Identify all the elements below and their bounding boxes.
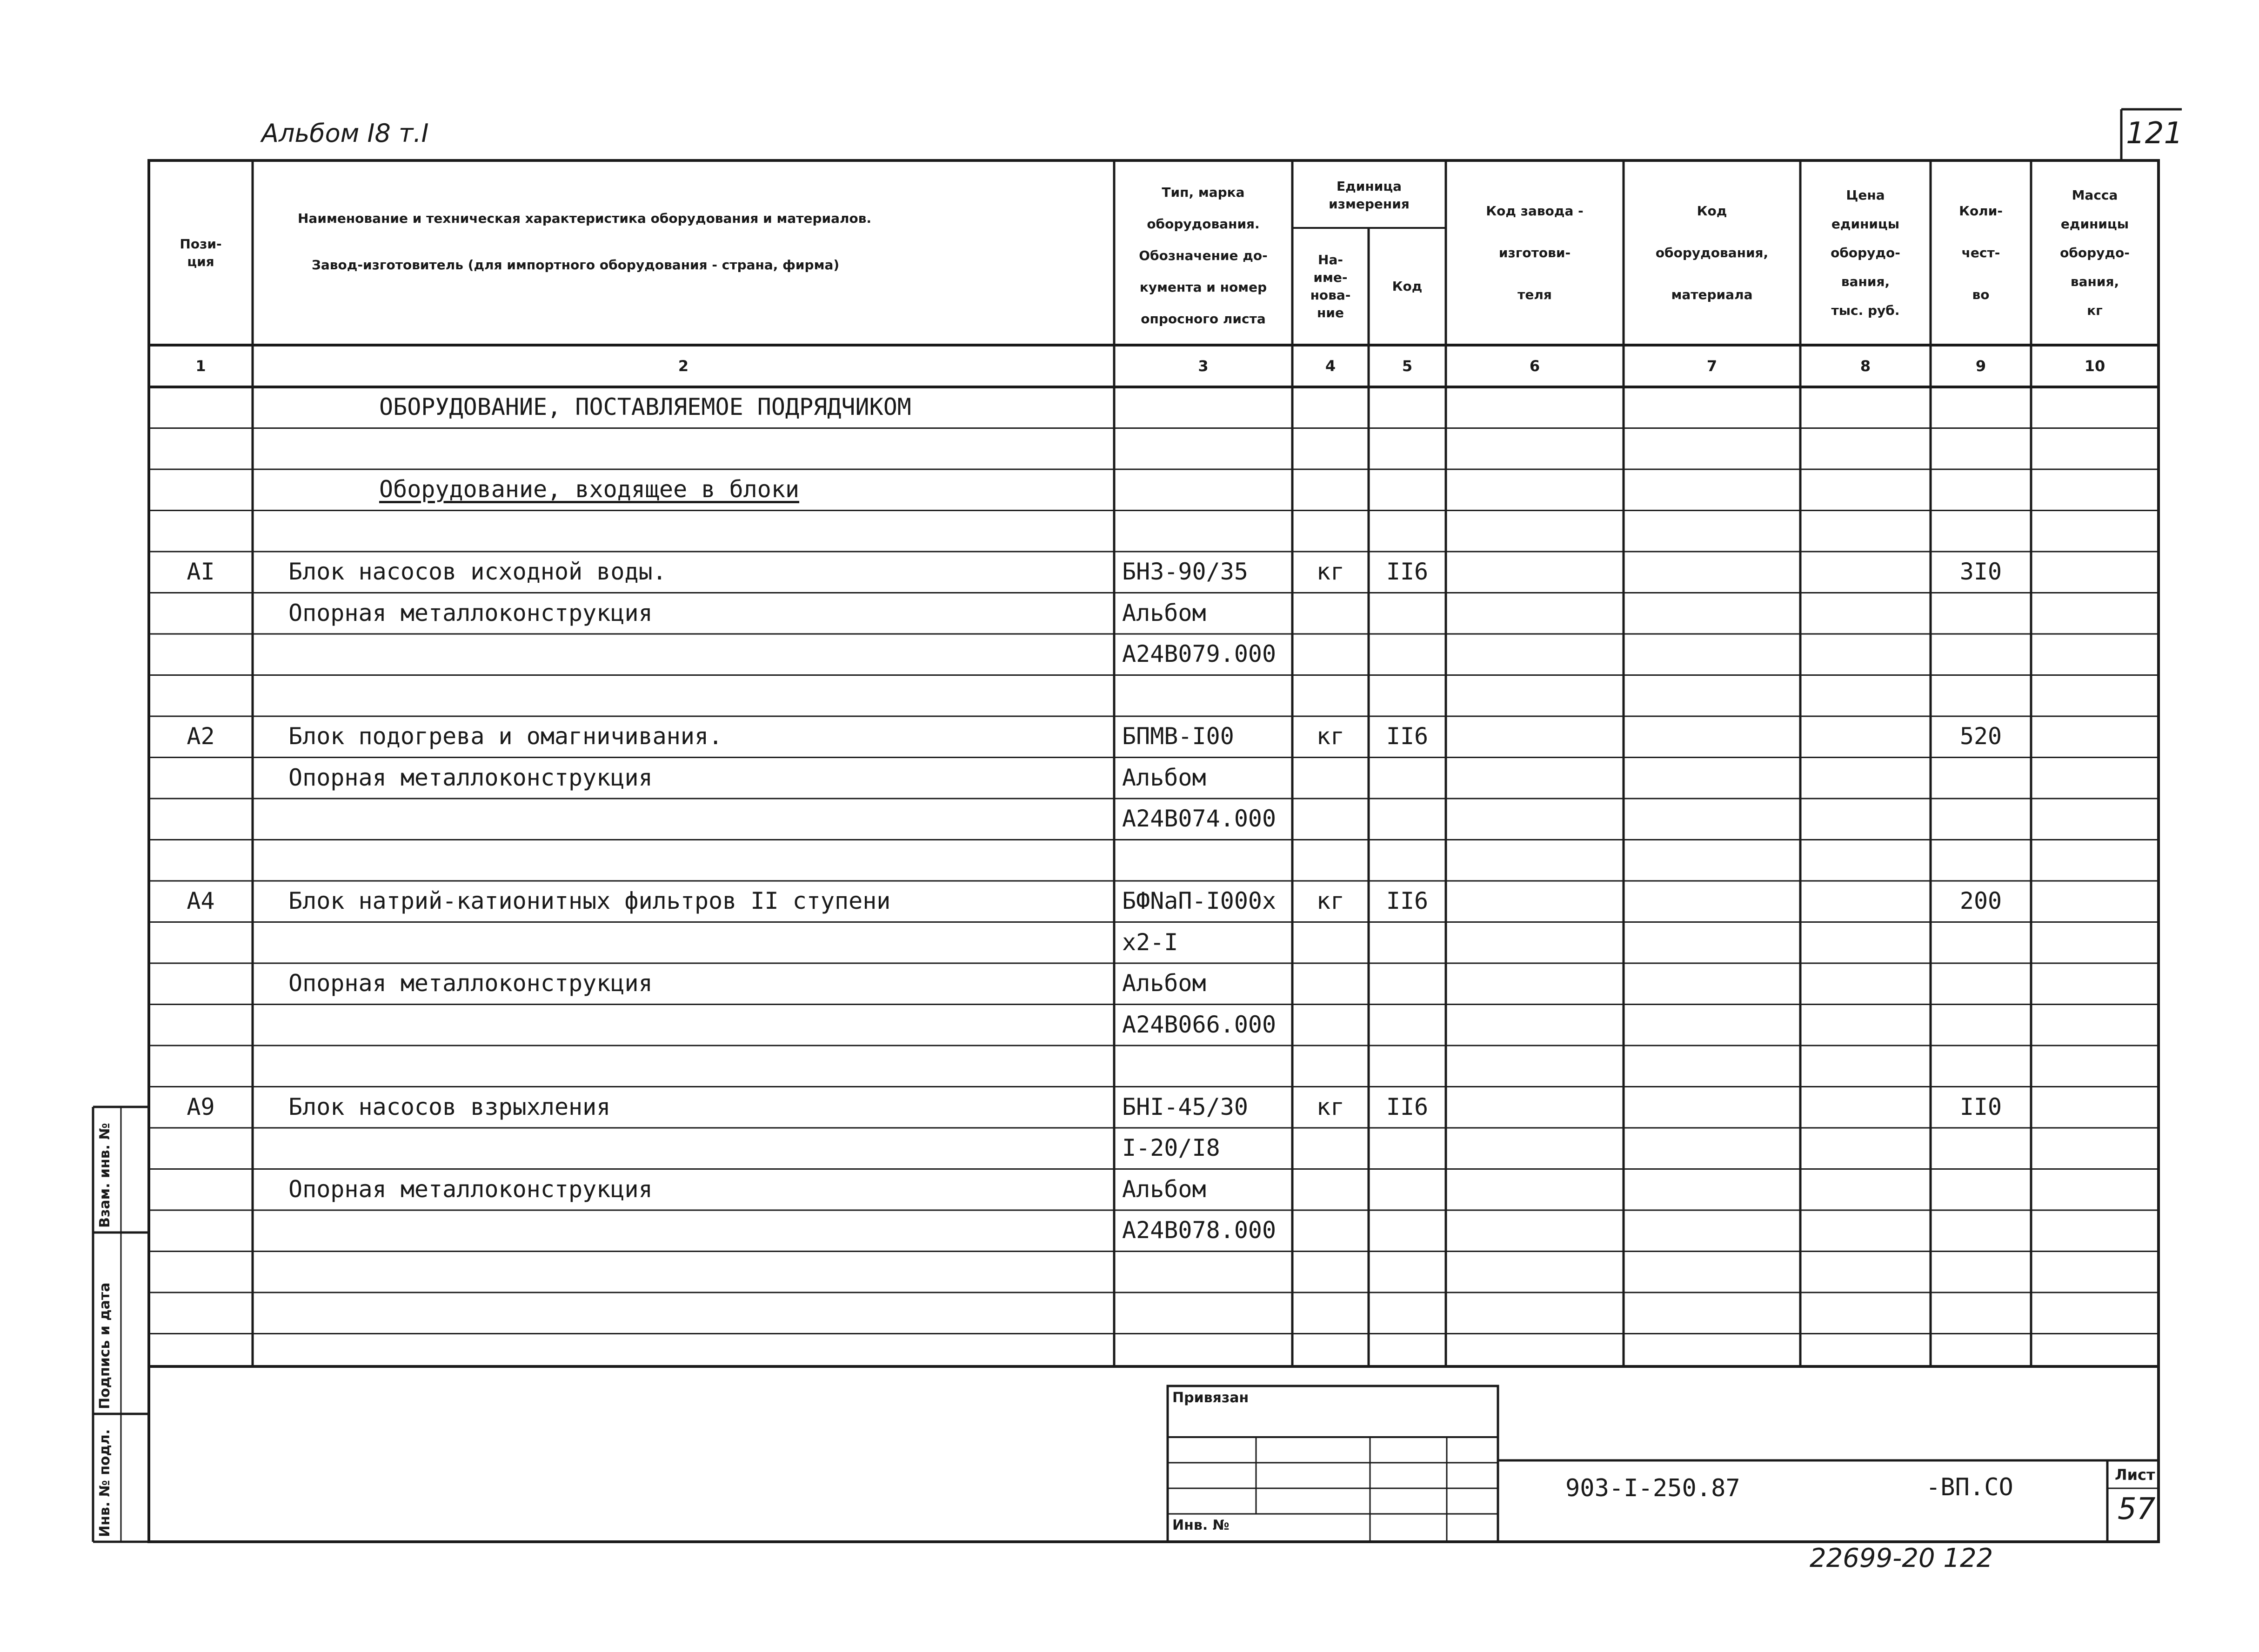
cell-name [288,1333,1107,1375]
sheet-number: 57 [2118,1492,2156,1526]
cell-unit [1292,1168,1369,1210]
cell-position: А4 [187,887,215,914]
cell-unit-code [1369,1333,1446,1375]
cell-quantity [1931,1168,2031,1210]
cell-unit-code [1369,1168,1446,1210]
cell-quantity [1931,839,2031,881]
cell-unit [1292,1004,1369,1046]
header-factory-code: Код завода - изготови- теля [1486,203,1584,302]
cell-type: I-20/I8 [1122,1134,1220,1161]
cell-quantity: 520 [1959,723,2002,750]
header-equipment-code: Код оборудования, материала [1655,203,1769,302]
cell-unit [1292,592,1369,634]
cell-position [149,674,253,716]
cell-unit-code [1369,1251,1446,1292]
cell-quantity [1931,386,2031,428]
cell-unit [1292,468,1369,510]
cell-unit-code [1369,1127,1446,1169]
cell-unit [1292,510,1369,552]
cell-quantity [1931,921,2031,963]
cell-name [379,427,1198,469]
cell-unit [1292,633,1369,675]
cell-type: БНI-45/30 [1122,1093,1248,1120]
column-number-7: 7 [1706,357,1718,375]
cell-unit-code [1369,1292,1446,1333]
cell-unit-code [1369,921,1446,963]
cell-unit-code [1369,386,1446,428]
cell-quantity [1931,1209,2031,1251]
cell-name: Блок подогрева и омагничивания. [288,723,723,750]
cell-name [288,1292,1107,1333]
album-label: Альбом I8 т.I [261,119,429,148]
cell-unit: кг [1316,723,1345,750]
cell-name: Блок насосов взрыхления [288,1093,611,1120]
cell-unit-code [1369,962,1446,1004]
stamp-inv-no: Инв. № [1172,1517,1230,1533]
cell-name: Опорная металлоконструкция [288,1175,653,1203]
cell-position [149,962,253,1004]
cell-unit: кг [1316,887,1345,914]
cell-position: А2 [187,723,215,750]
cell-position [149,1045,253,1086]
cell-quantity [1931,1333,2031,1375]
cell-name: Блок натрий-катионитных фильтров II ступени [288,887,891,914]
cell-position [149,1333,253,1375]
header-name-line2: Завод-изготовитель (для импортного оборудования - страна, фирма) [312,257,840,273]
cell-type: Альбом [1122,970,1206,997]
archive-number: 22699-20 122 [1810,1543,1993,1573]
cell-name [288,921,1107,963]
cell-position [149,1168,253,1210]
cell-quantity [1931,633,2031,675]
cell-position: А9 [187,1093,215,1120]
cell-position [149,386,253,428]
cell-position [149,427,253,469]
cell-quantity: 200 [1959,887,2002,914]
cell-unit-code [1369,510,1446,552]
column-number-8: 8 [1860,357,1871,375]
header-unit-price: Цена единицы оборудо- вания, тыс. руб. [1831,187,1900,318]
column-number-6: 6 [1529,357,1540,375]
cell-type: БФNaП-I000х [1122,887,1277,914]
cell-unit-code: II6 [1386,1093,1429,1120]
cell-name: Оборудование, входящее в блоки [379,476,800,503]
document-suffix: -ВП.СО [1926,1473,2013,1501]
cell-position [149,510,253,552]
cell-unit-code: II6 [1386,558,1429,585]
cell-type: Альбом [1122,599,1206,626]
cell-name [288,633,1107,675]
page-number: 121 [2126,116,2183,151]
cell-unit [1292,1333,1369,1375]
cell-name: Опорная металлоконструкция [288,599,653,626]
cell-name [288,1209,1107,1251]
cell-position [149,839,253,881]
cell-unit [1292,1045,1369,1086]
header-unit-name: На- име- нова- ние [1310,252,1351,320]
cell-quantity [1931,798,2031,839]
cell-type [1122,468,1292,510]
cell-unit-code: II6 [1386,887,1429,914]
cell-unit: кг [1316,558,1345,585]
cell-unit-code [1369,592,1446,634]
cell-type [1122,1251,1292,1292]
cell-name [288,1045,1107,1086]
header-mass: Масса единицы оборудо- вания, кг [2060,187,2130,318]
column-number-2: 2 [678,357,689,375]
cell-position [149,1004,253,1046]
cell-unit-code [1369,633,1446,675]
column-number-4: 4 [1325,357,1336,375]
cell-quantity: 3I0 [1959,558,2002,585]
cell-unit [1292,839,1369,881]
cell-quantity [1931,674,2031,716]
header-type: Тип, марка оборудования. Обозначение до- кумента и номер опросного листа [1139,185,1268,326]
cell-position [149,1209,253,1251]
cell-unit [1292,798,1369,839]
cell-type: А24В066.000 [1122,1011,1277,1038]
document-code: 903-I-250.87 [1565,1474,1740,1502]
column-number-5: 5 [1402,357,1413,375]
cell-position [149,1127,253,1169]
cell-position [149,757,253,799]
cell-unit [1292,1127,1369,1169]
cell-quantity [1931,1127,2031,1169]
header-name-line1: Наименование и техническая характеристика оборудования и материалов. [298,211,872,226]
stamp-privyazan: Привязан [1172,1390,1249,1406]
cell-type [1122,839,1292,881]
cell-unit [1292,386,1369,428]
cell-unit-code: II6 [1386,723,1429,750]
cell-quantity [1931,757,2031,799]
cell-position [149,921,253,963]
cell-quantity [1931,1251,2031,1292]
cell-name [288,798,1107,839]
cell-quantity [1931,427,2031,469]
cell-position [149,468,253,510]
cell-unit [1292,1251,1369,1292]
cell-type: БПМВ-I00 [1122,723,1234,750]
cell-quantity [1931,1292,2031,1333]
cell-type [1122,1292,1292,1333]
side-label-vzam: Взам. инв. № [97,1123,113,1228]
cell-unit-code [1369,798,1446,839]
cell-type [1122,674,1292,716]
cell-type [1122,510,1292,552]
cell-position [149,798,253,839]
cell-unit-code [1369,1004,1446,1046]
column-number-3: 3 [1198,357,1209,375]
cell-unit [1292,962,1369,1004]
cell-type: А24В078.000 [1122,1217,1277,1244]
cell-position [149,592,253,634]
cell-name: ОБОРУДОВАНИЕ, ПОСТАВЛЯЕМОЕ ПОДРЯДЧИКОМ [379,393,911,420]
cell-quantity [1931,468,2031,510]
cell-type [1122,427,1292,469]
cell-type [1122,386,1292,428]
cell-quantity: II0 [1959,1093,2002,1120]
cell-unit-code [1369,757,1446,799]
column-number-9: 9 [1975,357,1986,375]
header-unit-code: Код [1392,279,1423,294]
cell-quantity [1931,592,2031,634]
header-position: Пози- ция [180,236,222,269]
cell-name: Опорная металлоконструкция [288,970,653,997]
cell-unit [1292,674,1369,716]
cell-type [1122,1333,1292,1375]
cell-unit [1292,921,1369,963]
cell-position [149,1292,253,1333]
cell-position [149,1251,253,1292]
header-unit-group: Единица измерения [1329,179,1410,212]
cell-unit-code [1369,674,1446,716]
header-quantity: Коли- чест- во [1959,203,2003,302]
cell-unit: кг [1316,1093,1345,1120]
cell-name: Блок насосов исходной воды. [288,558,667,585]
cell-type: А24В079.000 [1122,640,1277,667]
cell-quantity [1931,1004,2031,1046]
sheet-label: Лист [2115,1466,2155,1484]
cell-name: Опорная металлоконструкция [288,764,653,791]
cell-name [288,674,1107,716]
column-number-10: 10 [2084,357,2105,375]
cell-quantity [1931,962,2031,1004]
cell-unit-code [1369,1209,1446,1251]
cell-unit [1292,1292,1369,1333]
cell-unit [1292,427,1369,469]
cell-position: AI [187,558,215,585]
column-number-1: 1 [195,357,206,375]
cell-type: А24В074.000 [1122,805,1277,832]
cell-quantity [1931,510,2031,552]
cell-unit [1292,1209,1369,1251]
side-label-inv-podl: Инв. № подл. [97,1429,113,1537]
cell-name [288,1251,1107,1292]
side-label-podpis: Подпись и дата [97,1282,113,1409]
cell-type [1122,1045,1292,1086]
cell-type: Альбом [1122,1175,1206,1203]
cell-name [288,1004,1107,1046]
cell-unit-code [1369,427,1446,469]
cell-name [288,1127,1107,1169]
cell-unit-code [1369,839,1446,881]
cell-type: х2-I [1122,928,1178,956]
cell-name [379,510,1198,552]
cell-type: Альбом [1122,764,1206,791]
cell-type: БНЗ-90/35 [1122,558,1248,585]
cell-unit-code [1369,1045,1446,1086]
cell-unit-code [1369,468,1446,510]
cell-quantity [1931,1045,2031,1086]
cell-unit [1292,757,1369,799]
cell-name [288,839,1107,881]
cell-position [149,633,253,675]
